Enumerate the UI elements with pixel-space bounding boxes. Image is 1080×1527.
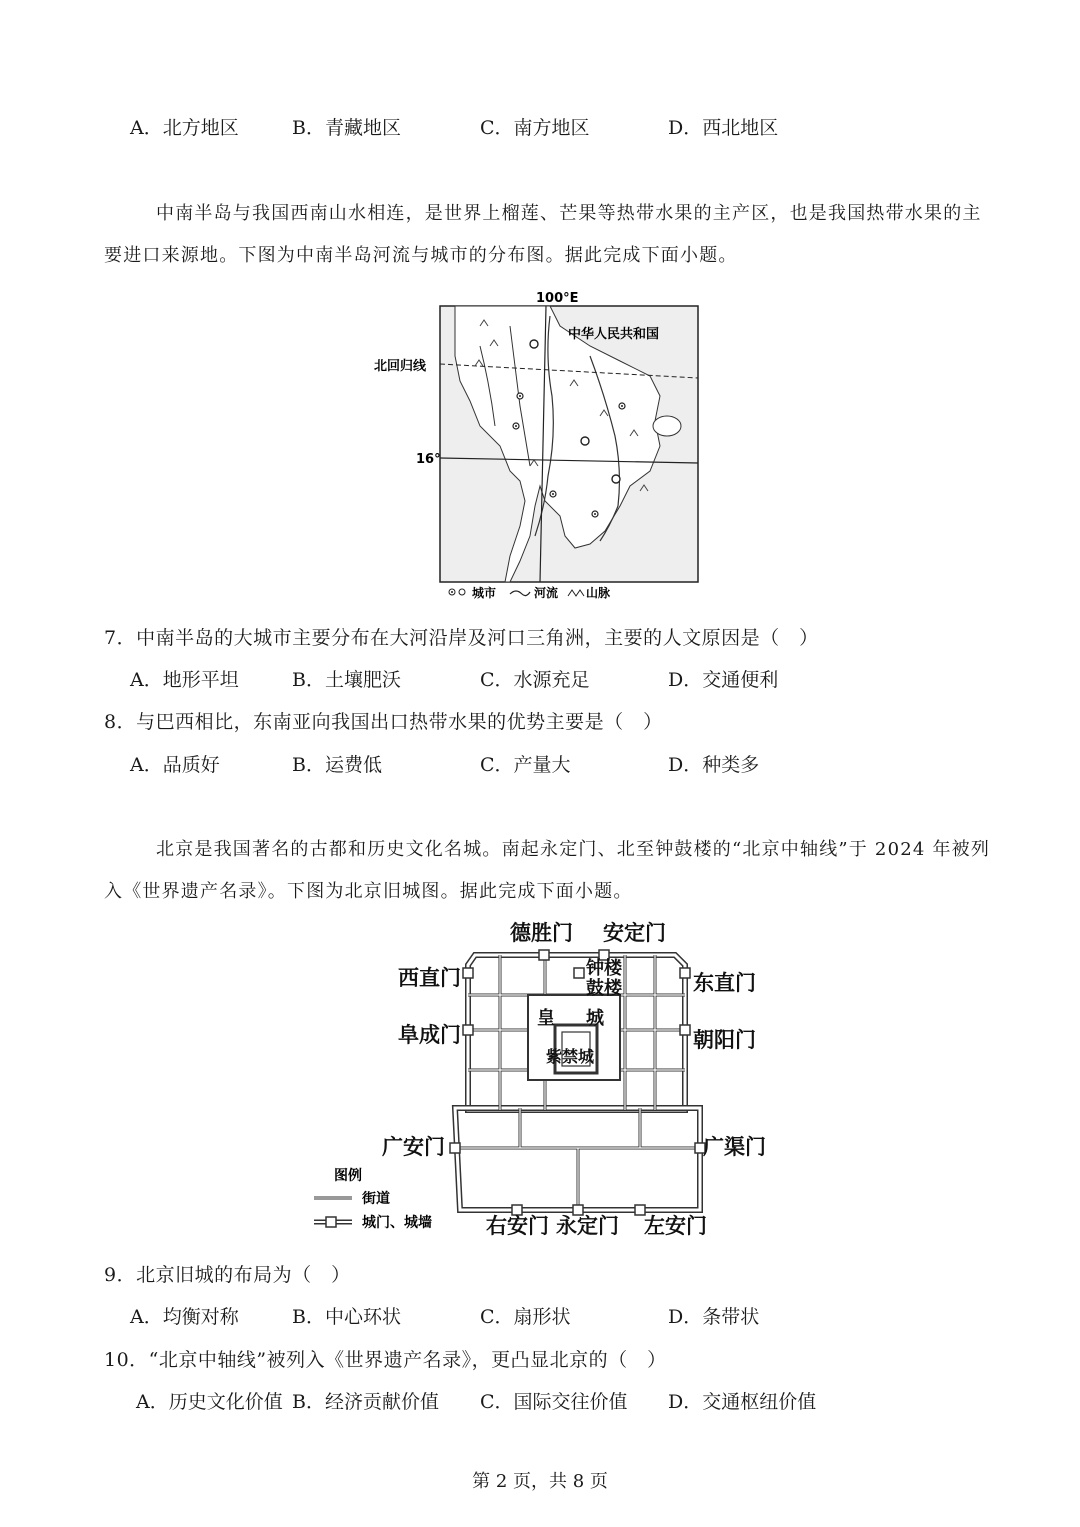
q7-option-a: A．地形平坦 — [130, 669, 239, 691]
q10-stem: 10．“北京中轴线”被列入《世界遗产名录》，更凸显北京的（ ） — [104, 1349, 667, 1371]
legend-title: 图例 — [334, 1168, 362, 1184]
intro1-line2: 要进口来源地。下图为中南半岛河流与城市的分布图。据此完成下面小题。 — [104, 245, 738, 266]
intro2-line1: 北京是我国著名的古都和历史文化名城。南起永定门、北至钟鼓楼的“北京中轴线”于 2024 年被列 — [156, 839, 991, 860]
legend-city: 城市 — [472, 586, 497, 600]
q6-option-c: C．南方地区 — [480, 117, 590, 139]
latitude-label: 16° — [416, 452, 441, 467]
q7-stem: 7．中南半岛的大城市主要分布在大河沿岸及河口三角洲，主要的人文原因是（ ） — [104, 627, 819, 649]
q6-option-a: A．北方地区 — [130, 117, 239, 139]
q9-option-a: A．均衡对称 — [130, 1306, 239, 1328]
q8-option-c: C．产量大 — [480, 754, 571, 776]
gate-youan: 右安门 — [486, 1214, 549, 1238]
gate-desheng: 德胜门 — [510, 921, 573, 945]
gate-guangqu: 广渠门 — [703, 1135, 766, 1159]
q10-option-b: B．经济贡献价值 — [292, 1391, 439, 1413]
tropic-label: 北回归线 — [374, 359, 427, 374]
beijing-old-city-map — [300, 910, 800, 1244]
legend-mountain: 山脉 — [586, 586, 611, 600]
indochina-map — [360, 286, 720, 610]
gulou-label: 鼓楼 — [586, 978, 622, 999]
intro1-line1: 中南半岛与我国西南山水相连，是世界上榴莲、芒果等热带水果的主产区，也是我国热带水果的主 — [156, 203, 982, 224]
forbidden-city-label: 紫禁城 — [546, 1047, 595, 1066]
cheng-label: 城 — [586, 1008, 604, 1029]
intro2-line2: 入《世界遗产名录》。下图为北京旧城图。据此完成下面小题。 — [104, 881, 633, 902]
q8-option-d: D．种类多 — [668, 754, 760, 776]
gate-guangan: 广安门 — [382, 1135, 445, 1159]
legend-wall: 城门、城墙 — [362, 1215, 432, 1231]
gate-fucheng: 阜成门 — [398, 1023, 461, 1047]
gate-anding: 安定门 — [603, 921, 666, 945]
q8-option-a: A．品质好 — [130, 754, 220, 776]
q8-stem: 8．与巴西相比，东南亚向我国出口热带水果的优势主要是（ ） — [104, 711, 663, 733]
gate-yongding: 永定门 — [556, 1214, 619, 1238]
legend-street: 街道 — [362, 1191, 390, 1207]
q9-stem: 9．北京旧城的布局为（ ） — [104, 1264, 351, 1286]
country-label: 中华人民共和国 — [568, 327, 660, 342]
q7-option-b: B．土壤肥沃 — [292, 669, 401, 691]
q7-option-d: D．交通便利 — [668, 669, 779, 691]
q10-option-a: A．历史文化价值 — [136, 1391, 283, 1413]
q9-option-d: D．条带状 — [668, 1306, 760, 1328]
gate-xizhi: 西直门 — [398, 966, 461, 990]
q7-option-c: C．水源充足 — [480, 669, 590, 691]
zhonglou-label: 钟楼 — [586, 958, 622, 979]
huang-label: 皇 — [537, 1008, 555, 1029]
q6-option-d: D．西北地区 — [668, 117, 779, 139]
q10-option-d: D．交通枢纽价值 — [668, 1391, 817, 1413]
gate-dongzhi: 东直门 — [693, 971, 756, 995]
gate-zuoan: 左安门 — [644, 1214, 707, 1238]
gate-chaoyang: 朝阳门 — [693, 1028, 756, 1052]
meridian-label: 100°E — [536, 291, 579, 306]
q8-option-b: B．运费低 — [292, 754, 382, 776]
q6-option-b: B．青藏地区 — [292, 117, 401, 139]
legend-river: 河流 — [534, 586, 559, 600]
q9-option-c: C．扇形状 — [480, 1306, 571, 1328]
page-footer: 第 2 页，共 8 页 — [472, 1471, 608, 1492]
q9-option-b: B．中心环状 — [292, 1306, 401, 1328]
q10-option-c: C．国际交往价值 — [480, 1391, 628, 1413]
